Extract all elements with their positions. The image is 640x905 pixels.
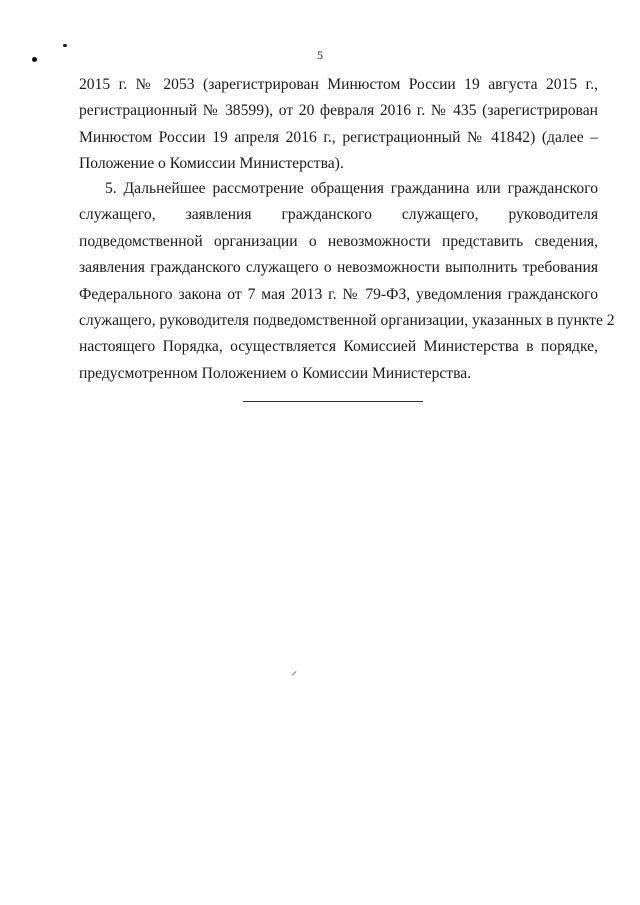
text-line: служащего, заявления гражданского служащего, руководителя	[79, 206, 598, 224]
text-line: предусмотренном Положением о Комиссии Министерства.	[79, 364, 472, 382]
text-line: 2015 г. № 2053 (зарегистрирован Минюстом России 19 августа 2015 г.,	[79, 76, 598, 93]
scan-speck	[63, 44, 67, 47]
text-line: служащего, руководителя подведомственной организации, указанных в пункте 2	[79, 312, 615, 330]
page-number: 5	[317, 48, 323, 62]
text-line: регистрационный № 38599), от 20 февраля 2016 г. № 435 (зарегистрирован	[79, 102, 598, 120]
end-of-document-rule	[243, 401, 423, 402]
text-line: Федерального закона от 7 мая 2013 г. № 79-ФЗ, уведомления гражданского	[79, 285, 598, 303]
paragraph-item-5	[79, 176, 615, 387]
scan-mark	[292, 671, 297, 676]
text-line: Минюстом России 19 апреля 2016 г., регистрационный № 41842) (далее –	[79, 128, 598, 146]
paragraph-continuation	[79, 72, 598, 178]
text-line: настоящего Порядка, осуществляется Комиссией Министерства в порядке,	[79, 338, 598, 356]
text-line: заявления гражданского служащего о невозможности выполнить требования	[79, 259, 598, 277]
text-line: Положение о Комиссии Министерства).	[79, 155, 344, 173]
text-line: 5. Дальнейшее рассмотрение обращения гражданина или гражданского	[105, 180, 598, 197]
text-line: подведомственной организации о невозможности представить сведения,	[79, 232, 598, 250]
